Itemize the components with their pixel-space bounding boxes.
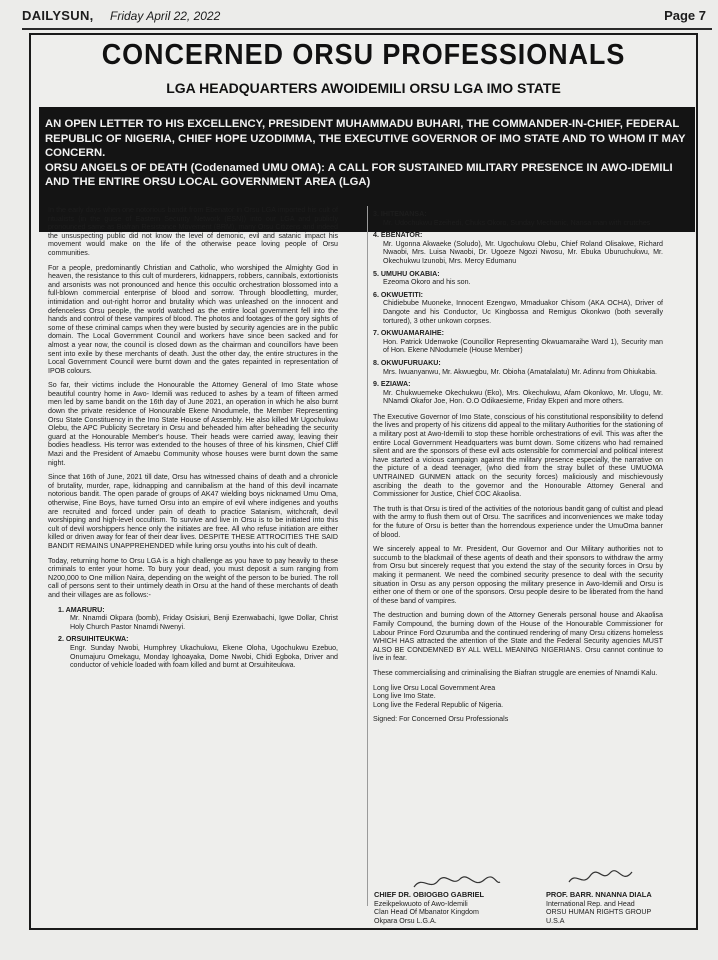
victim-list: Mr. Udochukwu Ezeihedi, Chuks Okoro, Sunday Mechanic, Nansa man with crutches (383, 218, 651, 227)
list-item (48, 635, 338, 669)
signatory-left (374, 891, 484, 925)
paragraph: The Executive Governor of Imo State, conscious of his constitutional responsibility to defend the lives and property of his citizens did appeal to the military Authorities for the stationing of a military post at Awo-Idemili to stop these horrible orchestrations of evil. This was after the entire Local Government Headquarters was burnt down. Some citizens who had remained silent and are the sponsors of these evil acts ostensible for commercial and political interest have started a vicious campaign against the military presence especially, the narrative on the picture of a dead teenager, (who died from the stray bullet of these UMUOMA UNTRAINED GUNMEN attack on the security forces) maliciously and mischievously ascribing the death to the governor and the Honourable Attorney General and Commissioner for Justice, Chief COC Akaolisa. (373, 412, 663, 499)
victim-list: Hon. Patrick Udenwoke (Councillor Representing Okwuamaraihe Ward 1), Security man of Hon. Ekene NNodumele (House Member) (383, 337, 663, 355)
victim-list: Mrs. Iwuanyanwu, Mr. Akwuegbu, Mr. Obioha (Amatalalatu) Mr. Adinnu from Ohiukabia. (383, 367, 658, 376)
issue-date: Friday April 22, 2022 (110, 9, 221, 23)
masthead (22, 6, 712, 30)
closing-line: Long live the Federal Republic of Nigeria. (373, 700, 504, 709)
paragraph: For a people, predominantly Christian and Catholic, who worshiped the Almighty God in heaven, the resistance to this cult of murderers, kidnappers, robbers, cannibals, extortionists and arsonists was not pronounced and hence this occultic orchestration blossomed into a full-blown commercial enterprise of blood and sorrow. Through bloodletting, murder, intimidation and out-right horror and brutality which was unleashed on the innocent and defenceless Orsu people, the world watched as the entire local government fell into the hands and control of these vampires of blood. The photos and footages of the gory sights of some of these criminal camps when they were busted by security agencies are in the public domain. The Local Government Council and workers have since been sacked and for almost a year now, the council is closed down as the chairman and councillors have been sent into exile by these merchants of death. Just the other day, the entire structures in the Local Government Council were burnt down and the gates repainted in representation of IPOB colours. (48, 263, 338, 375)
open-letter-address: AN OPEN LETTER TO HIS EXCELLENCY, PRESIDENT MUHAMMADU BUHARI, THE COMMANDER-IN-CHIEF, FEDERAL REPUBLIC OF NIGERIA, CHIEF HOPE UZODIMMA, THE EXECUTIVE GOVERNOR OF IMO STATE AND TO WHOM IT MAY CONCERN. (45, 118, 686, 160)
village-name: 1. AMARURU: (58, 605, 105, 614)
village-name: 3. IHITENANSA: (373, 210, 427, 218)
signatory-name: CHIEF DR. OBIOGBO GABRIEL (374, 890, 485, 899)
signed-line: Signed: For Concerned Orsu Professionals (373, 715, 509, 724)
headline: CONCERNED ORSU PROFESSIONALS (101, 39, 626, 71)
village-name: 9. EZIAWA: (373, 380, 411, 389)
paragraph: Today, returning home to Orsu LGA is a high challenge as you have to pay heavily to these criminals to enter your home. To bury your dead, you must deposit a sum ranging from N200,000 to One million Naira, depending on the weight of the person to be buried. The roll call of persons sent to their untimely death in Orsu at the hand of these merchants of death and their villages are as follows:- (48, 556, 338, 599)
victim-list: Mr. Ugonna Akwaeke (Soludo), Mr. Ugochukwu Olebu, Chief Roland Olisakwe, Richard Nwaobi, Mrs. Luisa Nwaobi, Dr. Ugoeze Ngozi Nwosu, Mr. Ebuka Uburuchukwu, Mr. Okechukwu Izunobi, Mrs. Mercy Edumanu (383, 239, 663, 265)
victim-list: Chidiebube Muoneke, Innocent Ezengwo, Mmaduakor Chisom (AKA OCHA), Driver of Dangote and his Conductor, Uc Kingbossa and Remigus Okonkwo (both severally tortured), 3 other unkown corpses. (383, 299, 663, 325)
village-name: 6. OKWUETITI: (373, 290, 424, 299)
paragraph: In the early days when one notorious bandit from Ebenator in Orsu LGA imported his cult of ritualists (in the guise of Eastern Security Network (ESN)) into our LGA and publicly pronounced same as Biafran Resistance Movement (BRM), many Orsu Citizens and indeed the unsuspecting public did not know the level of demonic, evil and satanic impact his movement would make on the life of the otherwise peace loving people of Orsu communities. (48, 206, 338, 257)
right-column (373, 210, 663, 724)
signatory-title: Ezeikpekwuoto of Awo-Idemili (374, 899, 468, 908)
signatory-title: ORSU HUMAN RIGHTS GROUP (546, 908, 652, 917)
list-item (373, 380, 663, 406)
paragraph: These commercialising and criminalising the Biafran struggle are enemies of Nnamdi Kalu. (373, 668, 658, 677)
list-item (373, 291, 663, 325)
newspaper-name: DAILYSUN, (22, 8, 94, 23)
signatory-name: PROF. BARR. NNANNA DIALA (546, 890, 652, 899)
list-item (373, 359, 663, 376)
paragraph: Since that 16th of June, 2021 till date, Orsu has witnessed chains of death and a chronicle of brutality, murder, rape, kidnapping and cannibalism at the hand of this devil incarnate notorious bandit. The open parade of groups of AK47 wielding boys nicknamed Umu Oma, otherwise, Fine Boys, have turned Orsu into an empire of evil where indigenes and youths are recruited and forced under pain of death to practice Satanism, witchcraft, devil worshipping and high-level occultism. To survive and live in Orsu is to be initiated into this cult of devil worshippers hence only the initiates are free. All who refuse initiation are either killed or driven away for fear of their dear lives. DESPITE THESE ATTROCITIES THE SAID BANDIT REMAINS UNAPPREHENDED while luring orsu youths into his cult of death. (48, 473, 338, 550)
village-name: 5. UMUHU OKABIA: (373, 269, 440, 278)
signatory-title: Clan Head Of Mbanator Kingdom (374, 908, 479, 917)
page-number: Page 7 (664, 8, 706, 23)
victim-list: Mr. Chukwuemeke Okechukwu (Eko), Mrs. Okechukwu, Afam Okonkwo, Mr. Ulogu, Mr. NNamdi Okafor Joe, Hon. O.O Odikaesieme, Friday Ekperi and more others. (383, 388, 663, 406)
paragraph: So far, their victims include the Honourable the Attorney General of Imo State whose beautiful country home in Awo- Idemili was reduced to ashes by a team of fifteen armed men led by same bandit on the 16th day of June 2021, an operation in which he also burnt down the private residence of Honourable Ekene Nnodumele, the Member Representing Orsu State Constituency in the Imo State House of Assembly. He also killed Mr Ugochukwu Olebu, the APC Publicity Secretary in Orsu and beheaded him after beheading the security guard at the Honourable Member's house. Their heads were carried away, leaving their bodies headless. His terror was extended to the houses of three of his kinsmen, Chief Cliff Mazi and the President of Amaebu Community whose houses were burnt down the same night. (48, 381, 338, 467)
victim-list: Ezeoma Okoro and his son. (383, 278, 471, 287)
village-name: 4. EBENATOR: (373, 231, 423, 240)
list-item (373, 210, 663, 227)
paragraph: We sincerely appeal to Mr. President, Our Governor and Our Military authorities not to succumb to the blackmail of these agents of death and their sponsors to withdraw the army from Orsu but sincerely request that you extend the stay of the security forces in Orsu by making it permanent. We need the combined security presence to deal with the security situation in Orsu as any person opposing the military presence in Awo-Idemili and Orsu is either one of them or one of the sponsors. Orsu people desire to be liberated from the hand of these band of vampires. (373, 545, 663, 605)
list-item (373, 329, 663, 355)
victim-list: Mr. Nnamdi Okpara (bomb), Friday Osisiuri, Benji Ezenwabachi, Igwe Dollar, Christ Holy Church Pastor Nnamdi Nwenyi. (70, 614, 338, 631)
signatory-title: U.S.A (546, 916, 565, 925)
signature-mark (566, 867, 636, 889)
village-name: 2. ORSUIHITEUKWA: (58, 635, 129, 644)
left-column (48, 206, 338, 674)
village-name: 7. OKWUAMARAIHE: (373, 329, 444, 338)
paragraph: The truth is that Orsu is tired of the activities of the notorious bandit gang of cultist and plead with the army to flush them out of Orsu. The sacrifices and inconveniences we make today for the future of Orsu is better than the horrendous experience under the UmuOma banner of blood. (373, 504, 663, 539)
letter-subject: ORSU ANGELS OF DEATH (Codenamed UMU OMA): A CALL FOR SUSTAINED MILITARY PRESENCE IN AWO-IDEMILI AND THE ENTIRE ORSU LOCAL GOVERNMENT AREA (LGA) (45, 161, 673, 189)
closing-line: Long live Orsu Local Government Area (373, 683, 496, 692)
list-item (373, 231, 663, 265)
signatory-right (546, 891, 652, 925)
paragraph: The destruction and burning down of the Attorney Generals personal house and Akaolisa Family Compound, the burning down of the House of the Honourable Commissioner for Labour Prince Ford Ozurumba and the continued rendering of many Orsu citizens homeless WHICH HAS attracted the attention of the State and the Federal Security agencies MUST ALSO BE CONDEMNED BY ALL WELL MEANING NIGERIANS. Orsu cannot continue to live in fear. (373, 611, 663, 663)
list-item (48, 606, 338, 632)
column-divider (367, 206, 368, 906)
village-name: 8. OKWUFURUAKU: (373, 358, 441, 367)
subheadline: LGA HEADQUARTERS AWOIDEMILI ORSU LGA IMO STATE (166, 80, 561, 96)
list-item (373, 270, 663, 287)
closing-line: Long live Imo State. (373, 692, 436, 701)
signatory-title: Okpara Orsu L.G.A. (374, 916, 437, 925)
victim-list: Engr. Sunday Nwobi, Humphrey Ukachukwu, Ekene Oloha, Ugochukwu Ezebuo, Onumajuru Omekagu, Monday Ighoayaka, Dome Nwobi, Chidi Egboka, Driver and conductor of vehicle loaded with foam killed and burnt at Orsuihiteukwa. (70, 643, 338, 670)
signatory-title: International Rep. and Head (546, 899, 635, 908)
